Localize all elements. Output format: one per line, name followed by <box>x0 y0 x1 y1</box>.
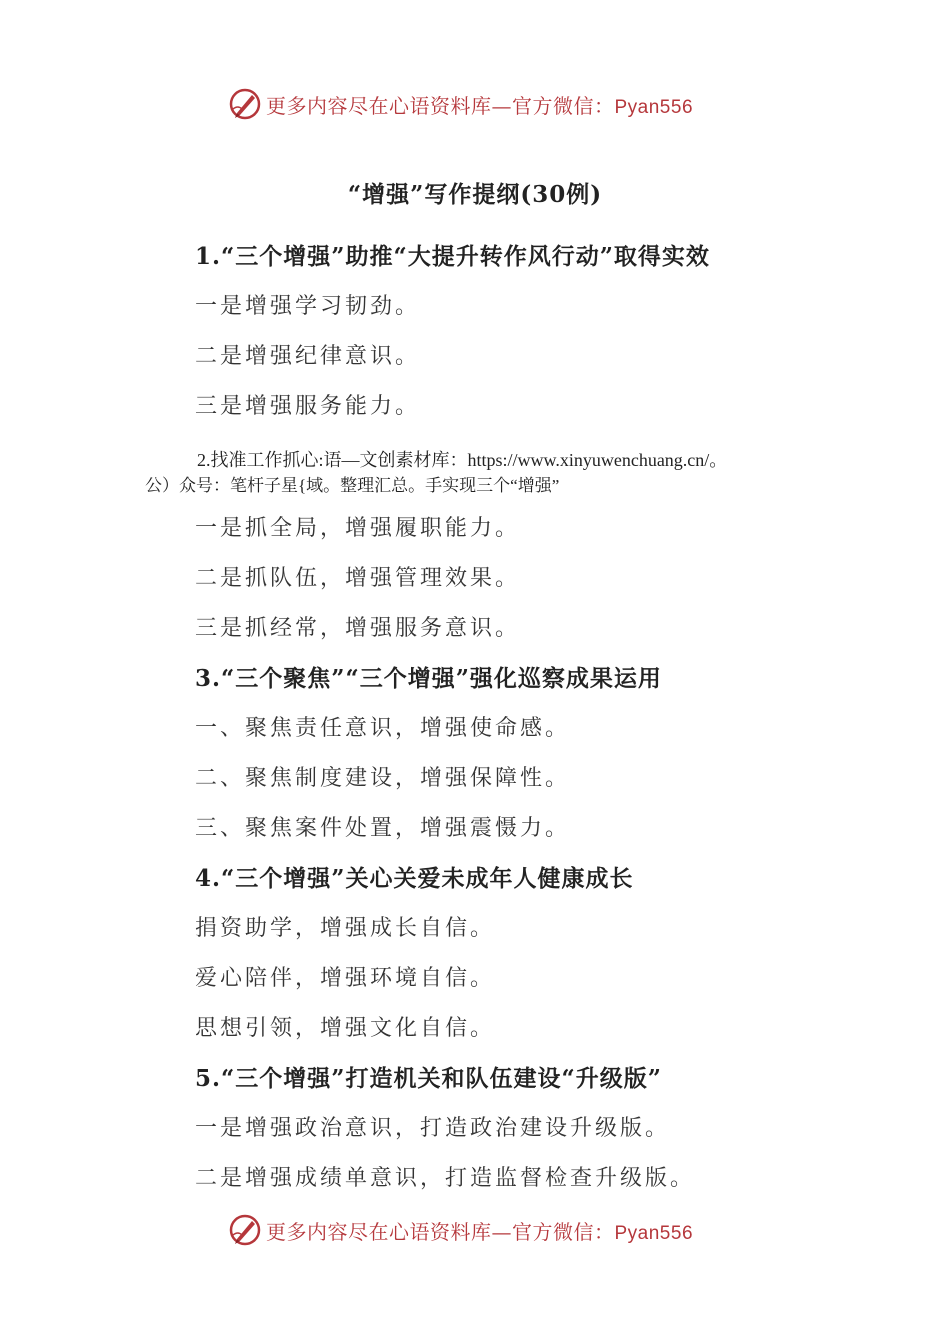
section-title-line-2: 公）众号：笔杆子星{域。整理汇总。手实现三个“增强” <box>145 476 560 495</box>
list-item: 思想引领，增强文化自信。 <box>195 1016 496 1041</box>
list-item: 二是增强纪律意识。 <box>195 344 421 369</box>
page-title: “增强”写作提纲(30例) <box>347 181 603 208</box>
footer-banner-text: 更多内容尽在心语资料库—官方微信：Pyan556 <box>266 1219 694 1244</box>
section-title <box>145 432 895 504</box>
section-title: 5.“三个增强”打造机关和队伍建设“升级版” <box>195 1065 662 1092</box>
section-title-line-1: 2.找准工作抓心:语—文创素材库：https://www.xinyuwenchuang.cn/。 <box>197 450 728 470</box>
section-4 <box>195 854 895 1054</box>
list-item: 一是增强学习韧劲。 <box>195 294 421 319</box>
list-item: 二是增强成绩单意识，打造监督检查升级版。 <box>195 1166 696 1191</box>
section-title: 3.“三个聚焦”“三个增强”强化巡察成果运用 <box>195 665 662 692</box>
footer-wechat-id: Pyan556 <box>614 1222 694 1244</box>
pen-logo-icon <box>228 87 262 121</box>
footer-banner <box>228 1210 748 1250</box>
header-banner <box>228 84 748 124</box>
list-item: 三是增强服务能力。 <box>195 394 421 419</box>
section-title: 1.“三个增强”助推“大提升转作风行动”取得实效 <box>195 243 710 270</box>
list-item: 一、聚焦责任意识，增强使命感。 <box>195 716 571 741</box>
list-item: 三、聚焦案件处置，增强震慑力。 <box>195 816 571 841</box>
list-item: 爱心陪伴，增强环境自信。 <box>195 966 496 991</box>
list-item: 一是增强政治意识，打造政治建设升级版。 <box>195 1116 671 1141</box>
section-3 <box>195 654 895 854</box>
list-item: 一是抓全局，增强履职能力。 <box>195 516 521 541</box>
list-item: 二是抓队伍，增强管理效果。 <box>195 566 521 591</box>
section-5 <box>195 1054 895 1204</box>
header-wechat-id: Pyan556 <box>614 96 694 118</box>
document-body <box>145 232 895 1204</box>
list-item: 三是抓经常，增强服务意识。 <box>195 616 521 641</box>
list-item: 二、聚焦制度建设，增强保障性。 <box>195 766 571 791</box>
section-1 <box>195 232 895 432</box>
list-item: 捐资助学，增强成长自信。 <box>195 916 496 941</box>
section-2 <box>145 432 895 654</box>
section-title: 4.“三个增强”关心关爱未成年人健康成长 <box>195 865 634 892</box>
pen-logo-icon <box>228 1213 262 1247</box>
header-banner-text: 更多内容尽在心语资料库—官方微信：Pyan556 <box>266 93 694 118</box>
